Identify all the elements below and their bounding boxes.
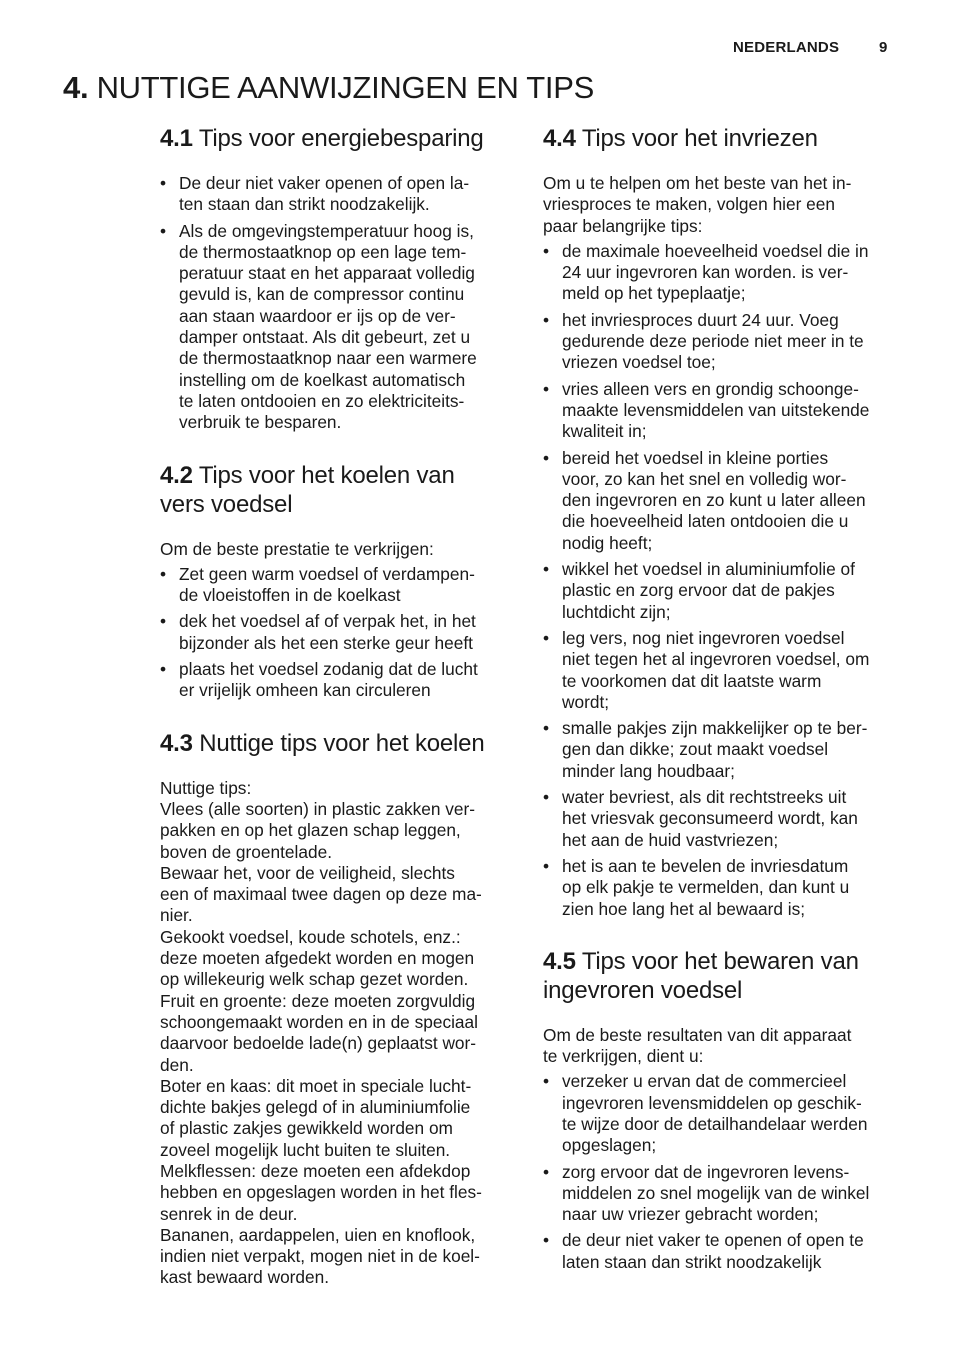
section-4-4-title: Tips voor het invriezen	[581, 125, 818, 152]
header-language: NEDERLANDS	[733, 39, 840, 56]
section-4-2-heading	[160, 461, 514, 519]
section-4-3-body: Nuttige tips: Vlees (alle soorten) in plastic zakken ver- pakken en op het glazen schap leggen, boven de groentelade. Bewaar het, voor de veiligheid, slechts een of maximaal twee dagen op deze ma- nier. Gekookt voedsel, koude schotels, enz.: deze moeten afgedekt worden en mogen op willekeurig welk schap gezet worden. Fruit en groente: deze moeten zorgvuldig schoongemaakt worden en in de speciaal daarvoor bedoelde lade(n) geplaatst wor- den. Boter en kaas: dit moet in speciale lucht- dichte bakjes gelegd of in aluminiumfolie of plastic zakjes gewikkeld worden om zoveel mogelijk lucht buiten te sluiten. Melkflessen: deze moeten een afdekdop hebben en opgeslagen worden in het fles- senrek in de deur. Bananen, aardappelen, uien en knoflook, indien niet verpakt, mogen niet in de koel- kast bewaard worden.	[160, 777, 482, 1288]
section-4-3-heading	[160, 729, 514, 758]
section-4-3-title: Nuttige tips voor het koelen	[199, 729, 485, 757]
section-4-1-number: 4.1	[160, 125, 193, 152]
chapter-title	[63, 70, 594, 106]
section-4-5-heading	[543, 947, 899, 1005]
chapter-title-text: NUTTIGE AANWIJZINGEN EN TIPS	[96, 70, 595, 105]
section-4-2-list	[160, 564, 514, 702]
list-item: • de deur niet vaker te openen of open te laten staan dan strikt noodzakelijk	[543, 1230, 899, 1273]
section-4-3	[160, 729, 514, 1289]
section-4-5-intro: Om de beste resultaten van dit apparaat te verkrijgen, dient u:	[543, 1024, 852, 1067]
list-item: • het invriesproces duurt 24 uur. Voeg gedurende deze periode niet meer in te vriezen voedsel toe;	[543, 310, 899, 374]
section-4-1-list	[160, 173, 514, 434]
list-item: • leg vers, nog niet ingevroren voedsel niet tegen het al ingevroren voedsel, om te voorkomen dat dit laatste warm wordt;	[543, 628, 899, 713]
section-4-5-title: Tips voor het bewaren van ingevroren voedsel	[543, 947, 859, 1004]
section-4-4-intro: Om u te helpen om het beste van het in- vriesproces te maken, volgen hier een paar belangrijke tips:	[543, 173, 852, 236]
section-4-2-intro: Om de beste prestatie te verkrijgen:	[160, 538, 434, 559]
section-4-4-number: 4.4	[543, 125, 576, 152]
section-4-2-number: 4.2	[160, 461, 193, 489]
section-4-2-title: Tips voor het koelen van vers voedsel	[160, 461, 455, 518]
section-4-1	[160, 124, 514, 434]
section-4-1-heading	[160, 124, 514, 153]
section-4-4	[543, 124, 899, 920]
section-4-3-number: 4.3	[160, 729, 193, 757]
list-item: • smalle pakjes zijn makkelijker op te ber- gen dan dikke; zout maakt voedsel minder lang houdbaar;	[543, 718, 899, 782]
chapter-number: 4.	[63, 70, 89, 105]
list-item: • wikkel het voedsel in aluminiumfolie of plastic en zorg ervoor dat de pakjes luchtdicht zijn;	[543, 559, 899, 623]
page-number: 9	[879, 39, 888, 56]
list-item: • vries alleen vers en grondig schoonge- maakte levensmiddelen van uitstekende kwaliteit in;	[543, 379, 899, 443]
list-item: • bereid het voedsel in kleine porties voor, zo kan het snel en volledig wor- den ingevroren en zo kunt u later alleen die hoeveelheid laten ontdooien die u nodig heeft;	[543, 448, 899, 554]
list-item: • plaats het voedsel zodanig dat de lucht er vrijelijk omheen kan circuleren	[160, 659, 514, 702]
list-item: • de maximale hoeveelheid voedsel die in 24 uur ingevroren kan worden. is ver- meld op het typeplaatje;	[543, 241, 899, 305]
list-item: • water bevriest, als dit rechtstreeks uit het vriesvak geconsumeerd wordt, kan het aan de huid vastvriezen;	[543, 787, 899, 851]
list-item: • het is aan te bevelen de invriesdatum op elk pakje te vermelden, dan kunt u zien hoe lang het al bewaard is;	[543, 856, 899, 920]
list-item: • verzeker u ervan dat de commercieel ingevroren levensmiddelen op geschik- te wijze door de detailhandelaar werden opgeslagen;	[543, 1071, 899, 1156]
section-4-5-list	[543, 1071, 899, 1273]
right-column	[543, 124, 899, 1300]
list-item: • Als de omgevingstemperatuur hoog is, de thermostaatknop op een lage tem- peratuur staat en het apparaat volledig gevuld is, kan de compressor continu aan staan waardoor er ijs op de ver- damper ontstaat. Als dit gebeurt, zet u de thermostaatknop naar een warmere instelling om de koelkast automatisch te laten ontdooien en zo elektriciteits- verbruik te besparen.	[160, 221, 514, 434]
section-4-1-title: Tips voor energiebesparing	[198, 125, 484, 152]
list-item: • zorg ervoor dat de ingevroren levens- middelen zo snel mogelijk van de winkel naar uw vriezer gebracht worden;	[543, 1162, 899, 1226]
section-4-5	[543, 947, 899, 1273]
section-4-4-heading	[543, 124, 899, 153]
left-column	[160, 124, 514, 1316]
section-4-4-list	[543, 241, 899, 920]
list-item: • De deur niet vaker openen of open la- ten staan dan strikt noodzakelijk.	[160, 173, 514, 216]
list-item: • Zet geen warm voedsel of verdampen- de vloeistoffen in de koelkast	[160, 564, 514, 607]
list-item: • dek het voedsel af of verpak het, in het bijzonder als het een sterke geur heeft	[160, 611, 514, 654]
section-4-2	[160, 461, 514, 702]
section-4-5-number: 4.5	[543, 947, 576, 975]
